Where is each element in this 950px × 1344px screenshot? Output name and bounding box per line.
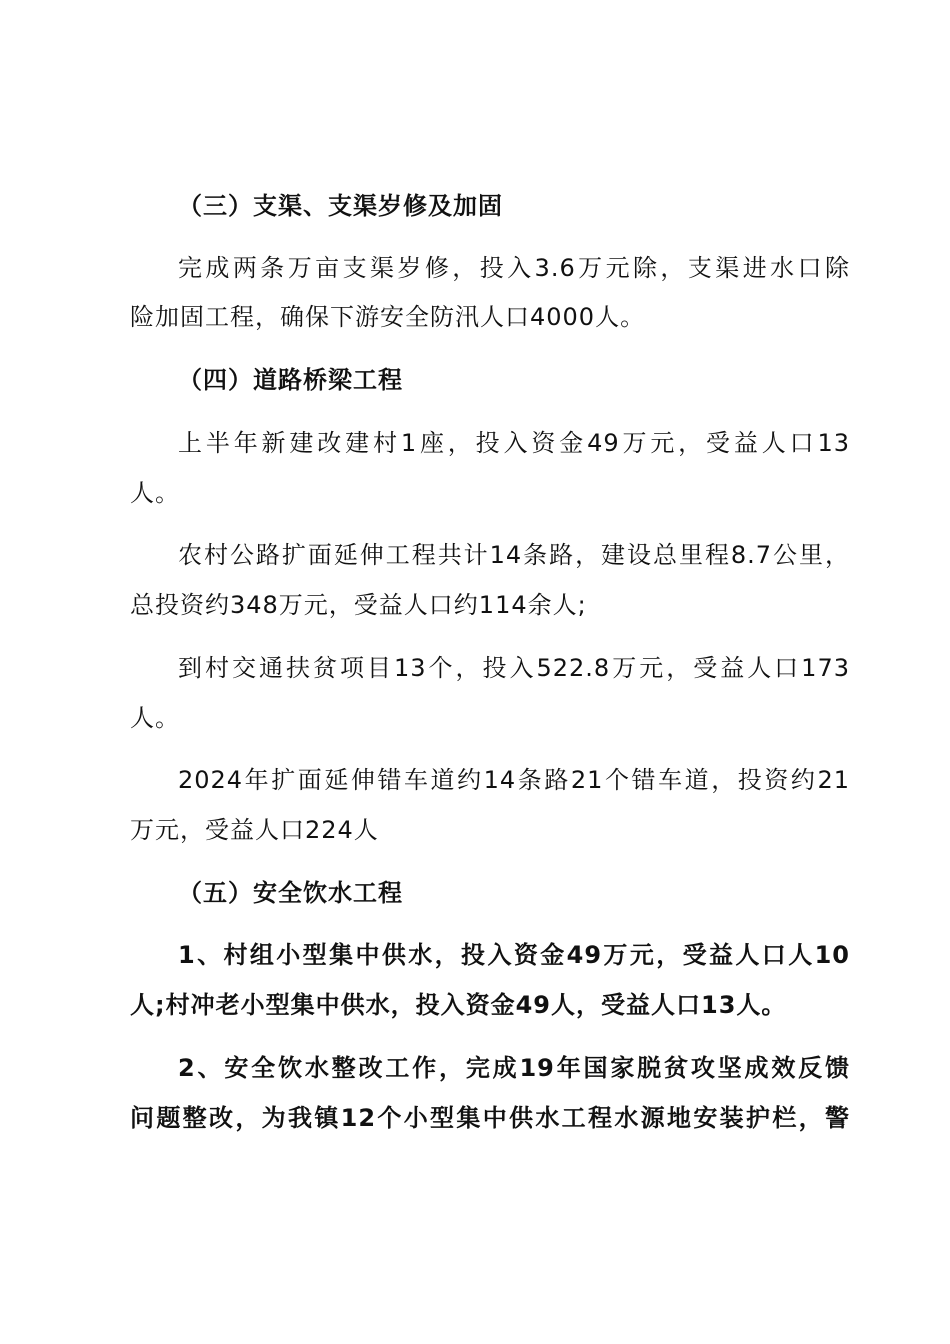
paragraph-line: 2024年扩面延伸错车道约14条路21个错车道，投资约21 xyxy=(178,766,850,794)
paragraph-line: 人。 xyxy=(130,479,180,507)
paragraph-line: 2、安全饮水整改工作，完成19年国家脱贫攻坚成效反馈 xyxy=(178,1054,850,1082)
section-heading-5: （五）安全饮水工程 xyxy=(178,879,403,907)
paragraph-line: 农村公路扩面延伸工程共计14条路，建设总里程8.7公里， xyxy=(178,541,850,569)
paragraph-line: 到村交通扶贫项目13个，投入522.8万元，受益人口173 xyxy=(178,654,850,682)
paragraph-line: 上半年新建改建村1座，投入资金49万元，受益人口13 xyxy=(178,429,850,457)
paragraph-line: 险加固工程，确保下游安全防汛人口4000人。 xyxy=(130,303,646,331)
paragraph-line: 完成两条万亩支渠岁修，投入3.6万元除，支渠进水口除 xyxy=(178,254,850,282)
paragraph-line: 人。 xyxy=(130,704,180,732)
paragraph-line: 问题整改，为我镇12个小型集中供水工程水源地安装护栏，警 xyxy=(130,1104,850,1132)
paragraph-line: 万元，受益人口224人 xyxy=(130,816,379,844)
section-heading-4: （四）道路桥梁工程 xyxy=(178,366,403,394)
section-heading-3: （三）支渠、支渠岁修及加固 xyxy=(178,192,503,220)
paragraph-line: 总投资约348万元，受益人口约114余人; xyxy=(130,591,587,619)
paragraph-line: 人;村冲老小型集中供水，投入资金49人，受益人口13人。 xyxy=(130,991,787,1019)
paragraph-line: 1、村组小型集中供水，投入资金49万元，受益人口人10 xyxy=(178,941,850,969)
